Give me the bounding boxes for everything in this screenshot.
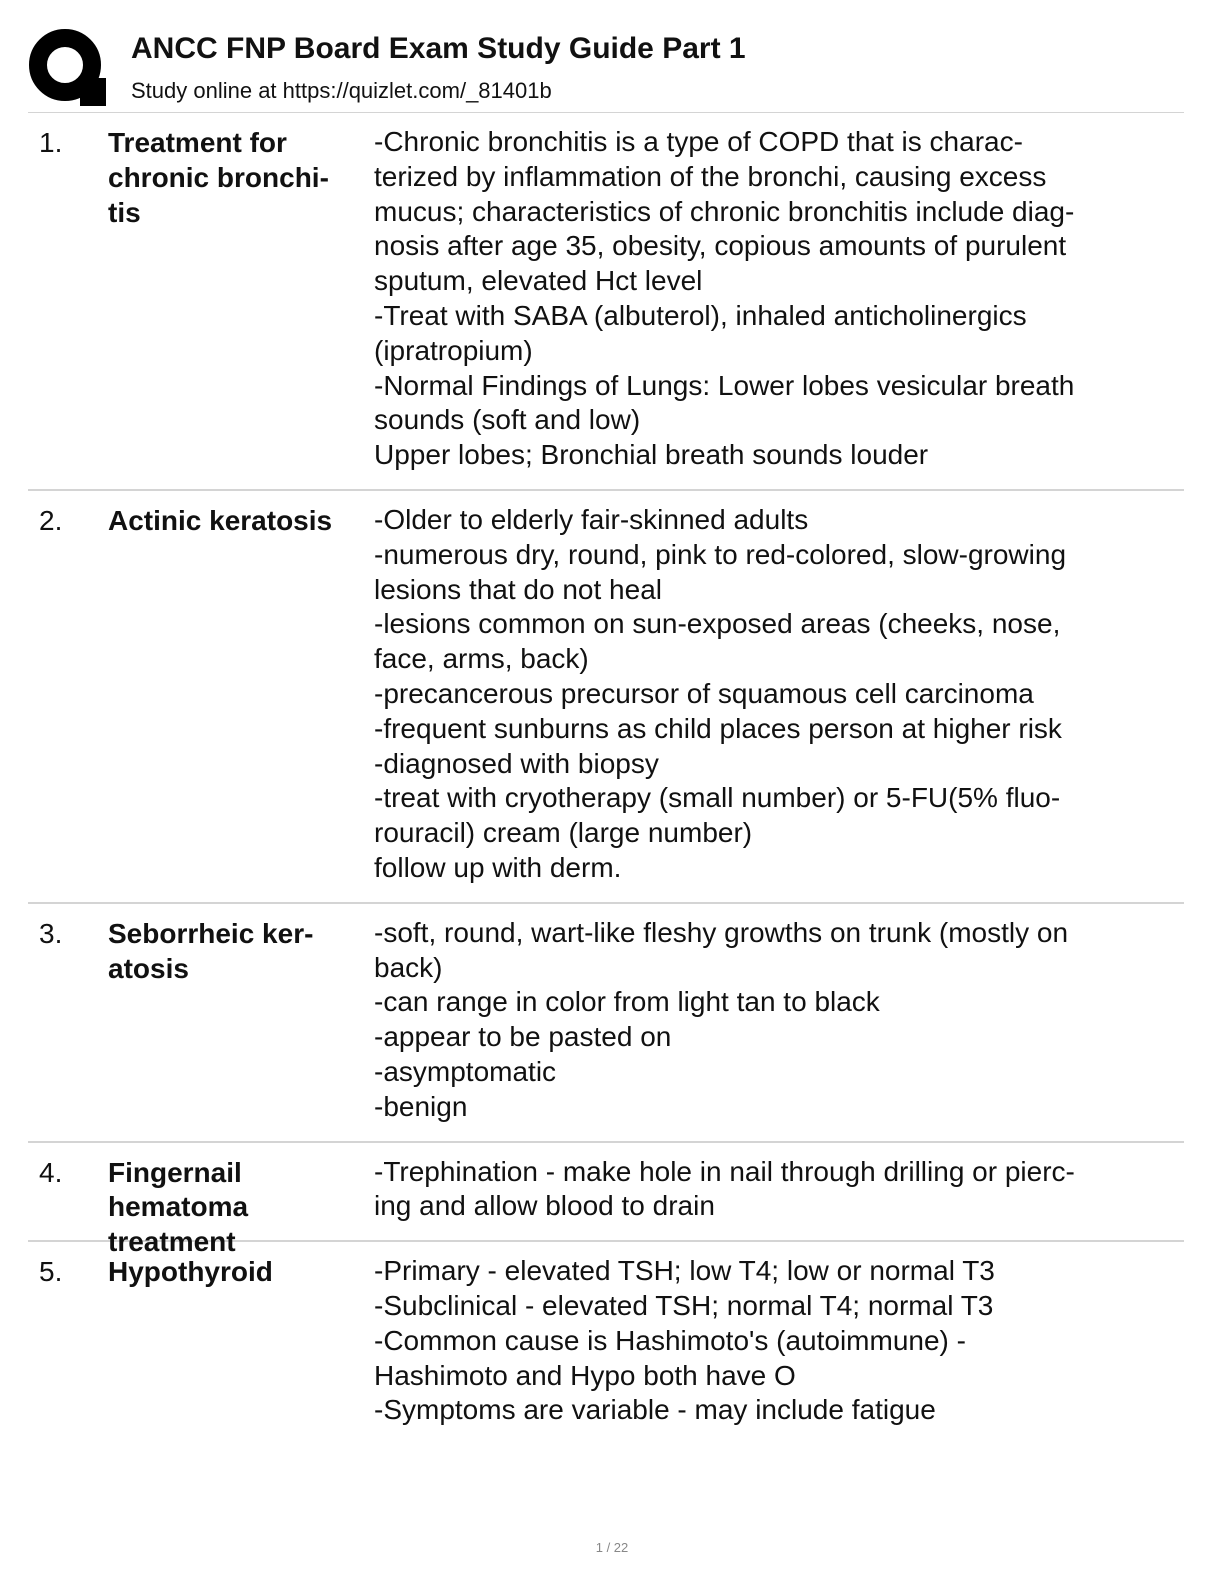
- definition-line: ing and allow blood to drain: [374, 1190, 715, 1222]
- definition-line: -Chronic bronchitis is a type of COPD that is charac-: [374, 126, 1023, 157]
- page-number: 1 / 22: [595, 1540, 629, 1555]
- term-line: tis: [108, 196, 141, 228]
- card-term: [108, 917, 368, 987]
- term-line: chronic bronchi-: [108, 161, 329, 193]
- definition-line: -precancerous precursor of squamous cell carcinoma: [374, 677, 1034, 709]
- definition-line: follow up with derm.: [374, 851, 622, 883]
- definition-line: sputum, elevated Hct level: [374, 265, 703, 297]
- definition-line: -Treat with SABA (albuterol), inhaled anticholinergics: [374, 299, 1027, 331]
- definition-line: -can range in color from light tan to black: [374, 986, 880, 1018]
- page-title: ANCC FNP Board Exam Study Guide Part 1: [131, 32, 746, 65]
- flashcard-row: [28, 113, 1184, 491]
- definition-line: -numerous dry, round, pink to red-colored, slow-growing: [374, 538, 1067, 570]
- flashcard-row: [28, 1143, 1184, 1258]
- definition-line: -Subclinical - elevated TSH; normal T4; normal T3: [374, 1289, 994, 1321]
- definition-line: Hashimoto and Hypo both have O: [374, 1359, 796, 1391]
- term-line: Treatment for: [108, 127, 287, 158]
- flashcard-row: [28, 1242, 1184, 1444]
- definition-line: face, arms, back): [374, 643, 589, 675]
- card-term: [108, 126, 368, 230]
- definition-line: -Trephination - make hole in nail through drilling or pierc-: [374, 1155, 1075, 1187]
- study-online-link[interactable]: Study online at https://quizlet.com/_81401b: [131, 78, 552, 103]
- page-header: [28, 28, 1188, 114]
- definition-line: sounds (soft and low): [374, 404, 641, 436]
- definition-line: -lesions common on sun-exposed areas (cheeks, nose,: [374, 608, 1061, 640]
- definition-line: -benign: [374, 1090, 468, 1122]
- term-line: Seborrheic ker-: [108, 917, 314, 949]
- definition-line: back): [374, 951, 443, 983]
- definition-line: -Common cause is Hashimoto's (autoimmune) -: [374, 1324, 966, 1356]
- definition-line: terized by inflammation of the bronchi, causing excess: [374, 160, 1047, 192]
- definition-line: -frequent sunburns as child places person at higher risk: [374, 712, 1062, 744]
- card-definition: [374, 503, 1184, 886]
- definition-line: -Primary - elevated TSH; low T4; low or normal T3: [374, 1255, 995, 1287]
- definition-line: -diagnosed with biopsy: [374, 747, 659, 779]
- definition-line: -treat with cryotherapy (small number) or 5-FU(5% fluo-: [374, 782, 1061, 814]
- flashcard-row: [28, 904, 1184, 1143]
- definition-line: nosis after age 35, obesity, copious amounts of purulent: [374, 230, 1067, 262]
- card-number: 1.: [39, 127, 63, 158]
- flashcard-list: [28, 113, 1184, 1444]
- definition-line: Upper lobes; Bronchial breath sounds louder: [374, 439, 929, 471]
- definition-line: -asymptomatic: [374, 1055, 557, 1087]
- card-number: 2.: [39, 504, 63, 536]
- flashcard-row: [28, 491, 1184, 904]
- card-definition: [374, 1254, 1184, 1428]
- term-line: hematoma: [108, 1191, 249, 1223]
- definition-line: -appear to be pasted on: [374, 1021, 672, 1053]
- definition-line: -Symptoms are variable - may include fatigue: [374, 1394, 936, 1426]
- quizlet-logo-icon: [28, 28, 106, 106]
- definition-line: lesions that do not heal: [374, 573, 662, 605]
- card-term: [108, 504, 368, 539]
- card-number: 4.: [39, 1156, 63, 1188]
- card-number: 3.: [39, 917, 63, 949]
- card-definition: [374, 916, 1184, 1125]
- term-line: Fingernail: [108, 1156, 242, 1188]
- term-line: Actinic keratosis: [108, 504, 333, 536]
- term-line: treatment: [108, 1226, 236, 1258]
- term-line: atosis: [108, 952, 189, 984]
- definition-line: -soft, round, wart-like fleshy growths on trunk (mostly on: [374, 916, 1069, 948]
- definition-line: -Older to elderly fair-skinned adults: [374, 503, 809, 535]
- definition-line: rouracil) cream (large number): [374, 817, 753, 849]
- card-definition: [374, 125, 1184, 473]
- card-number: 5.: [39, 1256, 63, 1288]
- card-term: [108, 1255, 368, 1290]
- card-definition: [374, 1155, 1184, 1225]
- definition-line: mucus; characteristics of chronic bronchitis include diag-: [374, 195, 1075, 227]
- term-line: Hypothyroid: [108, 1256, 273, 1288]
- definition-line: (ipratropium): [374, 334, 533, 366]
- definition-line: -Normal Findings of Lungs: Lower lobes vesicular breath: [374, 369, 1075, 401]
